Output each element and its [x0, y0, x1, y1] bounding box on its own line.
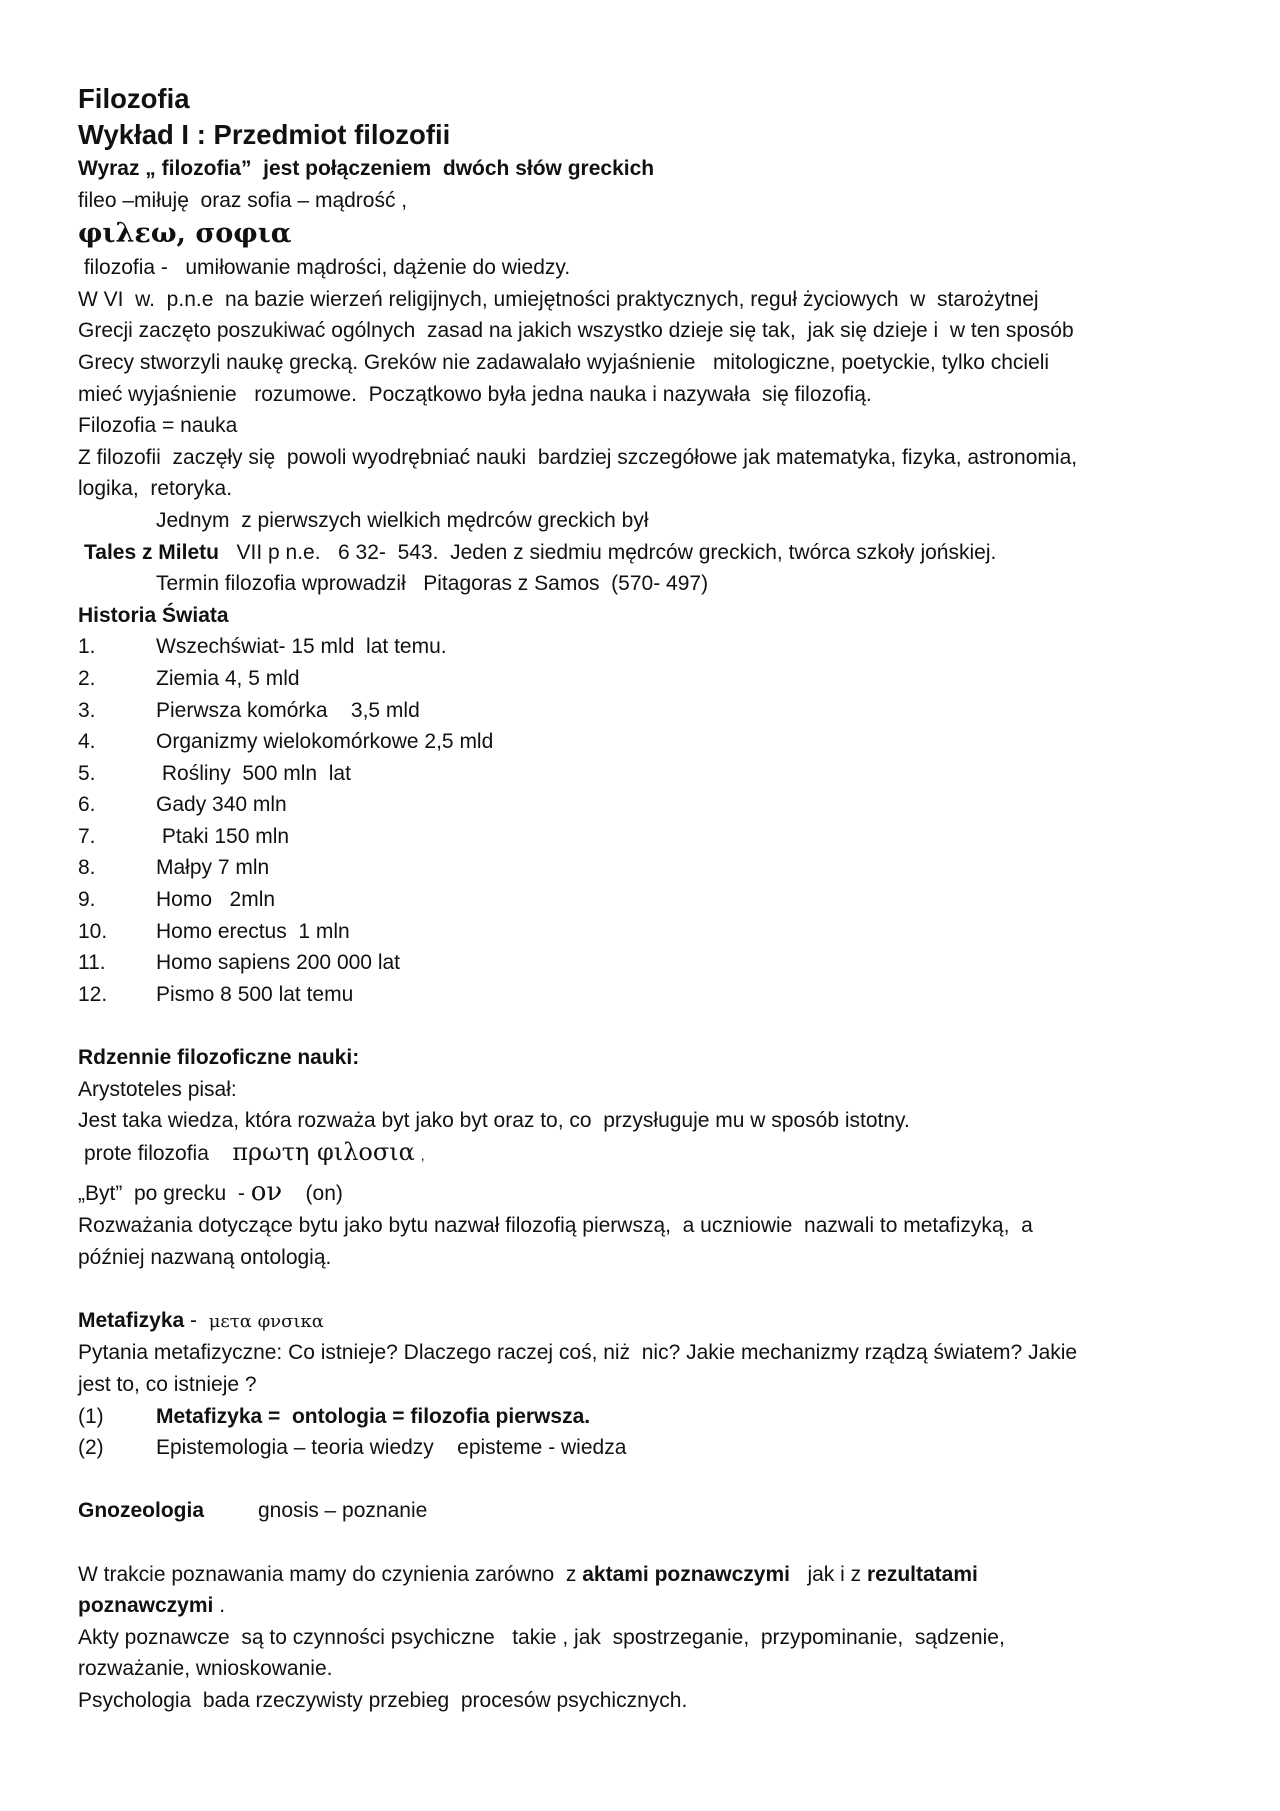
- list-text: Małpy 7 mln: [156, 856, 270, 880]
- cognition-text: .: [213, 1594, 226, 1618]
- aristotle-line: Arystoteles pisał:: [78, 1077, 237, 1101]
- prote-greek: πρωτη φιλοσια: [232, 1137, 415, 1166]
- list-number: 1.: [78, 635, 96, 659]
- byt-translit: (on): [305, 1182, 343, 1206]
- list-text: Pismo 8 500 lat temu: [156, 982, 354, 1006]
- metaphysics-greek: μετα φνσικα: [208, 1310, 324, 1332]
- gnoseology-text: gnosis – poznanie: [258, 1499, 428, 1523]
- tales-name: Tales z Miletu: [84, 540, 219, 564]
- definition-line: filozofia - umiłowanie mądrości, dążenie do wiedzy.: [78, 256, 571, 280]
- history-list: [78, 631, 1220, 1010]
- list-item: [78, 1432, 1220, 1464]
- sciences-line: Z filozofii zaczęły się powoli wyodrębniać nauki bardziej szczegółowe jak matematyka, fizyka, astronomia,: [78, 445, 1078, 469]
- list-text: Rośliny 500 mln lat: [156, 761, 351, 785]
- metaphysics-dash: -: [184, 1308, 209, 1332]
- history-paragraph-line: Grecy stworzyli naukę grecką. Greków nie zadawalało wyjaśnienie mitologiczne, poetyckie, tylko chcieli: [78, 350, 1050, 374]
- acts-line: rozważanie, wnioskowanie.: [78, 1657, 333, 1681]
- list-item: [78, 947, 1220, 979]
- cognition-text: jak i z: [789, 1562, 867, 1586]
- first-sage-line: Jednym z pierwszych wielkich mędrców greckich był: [156, 508, 649, 532]
- list-number: 2.: [78, 666, 96, 690]
- list-number: 6.: [78, 793, 96, 817]
- tales-line: [78, 537, 1220, 569]
- spacer: [78, 1464, 1220, 1496]
- list-number: 4.: [78, 730, 96, 754]
- list-item: [78, 884, 1220, 916]
- lecture-title: Wykład I : Przedmiot filozofii: [78, 119, 451, 150]
- spacer: [78, 1273, 1220, 1305]
- list-number: 5.: [78, 761, 96, 785]
- history-heading: Historia Świata: [78, 603, 229, 627]
- history-paragraph-line: Grecji zaczęto poszukiwać ogólnych zasad na jakich wszystko dzieje się tak, jak się dzieje i w ten sposób: [78, 319, 1074, 343]
- list-text: Organizmy wielokomórkowe 2,5 mld: [156, 730, 494, 754]
- list-number: 8.: [78, 856, 96, 880]
- document-title: Filozofia: [78, 83, 190, 114]
- list-item: [78, 916, 1220, 948]
- cognition-paragraph: [78, 1590, 1220, 1622]
- list-text: Homo sapiens 200 000 lat: [156, 951, 400, 975]
- list-number: 11.: [78, 951, 106, 975]
- cognitive-acts-term: aktami poznawczymi: [582, 1562, 790, 1586]
- prote-line: [78, 1137, 1220, 1172]
- gnoseology-label: Gnozeologia: [78, 1499, 204, 1523]
- list-number: 9.: [78, 888, 96, 912]
- list-text: Epistemologia – teoria wiedzy episteme - wiedza: [156, 1436, 627, 1460]
- core-heading: Rdzennie filozoficzne nauki:: [78, 1046, 360, 1070]
- acts-line: Akty poznawcze są to czynności psychiczne takie , jak spostrzeganie, przypominanie, sądzenie,: [78, 1625, 1005, 1649]
- list-number: 3.: [78, 698, 96, 722]
- metaphysics-questions: jest to, co istnieje ?: [78, 1372, 257, 1396]
- greek-words: φιλεω, σοφια: [78, 218, 292, 250]
- list-number: (1): [78, 1404, 104, 1428]
- cognition-text: W trakcie poznawania mamy do czynienia zarówno z: [78, 1562, 583, 1586]
- metaphysics-line: [78, 1305, 1220, 1338]
- byt-label: „Byt” po grecku -: [78, 1182, 245, 1206]
- list-number: 12.: [78, 982, 108, 1006]
- list-item: [78, 663, 1220, 695]
- list-text: Metafizyka = ontologia = filozofia pierwsza.: [156, 1404, 591, 1428]
- etymology-line: fileo –miłuję oraz sofia – mądrość ,: [78, 188, 408, 212]
- gnoseology-line: [78, 1495, 1220, 1527]
- history-paragraph-line: W VI w. p.n.e na bazie wierzeń religijnych, umiejętności praktycznych, reguł życiowych w starożytnej: [78, 287, 1039, 311]
- equation-line: Filozofia = nauka: [78, 414, 238, 438]
- list-number: 10.: [78, 919, 108, 943]
- cognitive-results-term: poznawczymi: [78, 1594, 214, 1618]
- list-item: [78, 631, 1220, 663]
- byt-line: [78, 1177, 1220, 1210]
- list-item: [78, 758, 1220, 790]
- sciences-line: logika, retoryka.: [78, 477, 233, 501]
- tales-description: VII p n.e. 6 32- 543. Jeden z siedmiu mędrców greckich, twórca szkoły jońskiej.: [218, 540, 997, 564]
- list-item: [78, 726, 1220, 758]
- considerations-line: później nazwaną ontologią.: [78, 1245, 332, 1269]
- list-text: Pierwsza komórka 3,5 mld: [156, 698, 420, 722]
- spacer: [78, 1010, 1220, 1042]
- list-item: [78, 695, 1220, 727]
- history-paragraph-line: mieć wyjaśnienie rozumowe. Początkowo była jedna nauka i nazywała się filozofią.: [78, 382, 872, 406]
- pitagoras-line: Termin filozofia wprowadził Pitagoras z Samos (570- 497): [156, 572, 709, 596]
- prote-comma: ,: [420, 1146, 425, 1163]
- list-text: Homo erectus 1 mln: [156, 919, 350, 943]
- metaphysics-label: Metafizyka: [78, 1308, 185, 1332]
- psychology-line: Psychologia bada rzeczywisty przebieg procesów psychicznych.: [78, 1688, 688, 1712]
- list-item: [78, 821, 1220, 853]
- byt-greek: ον: [250, 1177, 283, 1208]
- list-text: Gady 340 mln: [156, 793, 287, 817]
- cognitive-results-term: rezultatami: [866, 1562, 978, 1586]
- cognition-paragraph: [78, 1559, 1220, 1591]
- list-item: [78, 852, 1220, 884]
- spacer: [78, 1527, 1220, 1559]
- list-number: (2): [78, 1436, 104, 1460]
- list-text: Wszechświat- 15 mld lat temu.: [156, 635, 447, 659]
- list-item: [78, 789, 1220, 821]
- intro-heading: Wyraz „ filozofia” jest połączeniem dwóch słów greckich: [78, 157, 655, 180]
- list-number: 7.: [78, 824, 96, 848]
- aristotle-quote: Jest taka wiedza, która rozważa byt jako byt oraz to, co przysługuje mu w sposób istotny.: [78, 1109, 910, 1133]
- metaphysics-questions: Pytania metafizyczne: Co istnieje? Dlaczego raczej coś, niż nic? Jakie mechanizmy rządzą światem? Jakie: [78, 1341, 1078, 1365]
- considerations-line: Rozważania dotyczące bytu jako bytu nazwał filozofią pierwszą, a uczniowie nazwali to metafizyką, a: [78, 1214, 1033, 1237]
- list-text: Homo 2mln: [156, 888, 276, 912]
- list-text: Ziemia 4, 5 mld: [156, 666, 300, 690]
- prote-label: prote filozofia: [84, 1141, 209, 1165]
- list-item: [78, 979, 1220, 1011]
- list-text: Ptaki 150 mln: [156, 824, 290, 848]
- list-item: [78, 1401, 1220, 1433]
